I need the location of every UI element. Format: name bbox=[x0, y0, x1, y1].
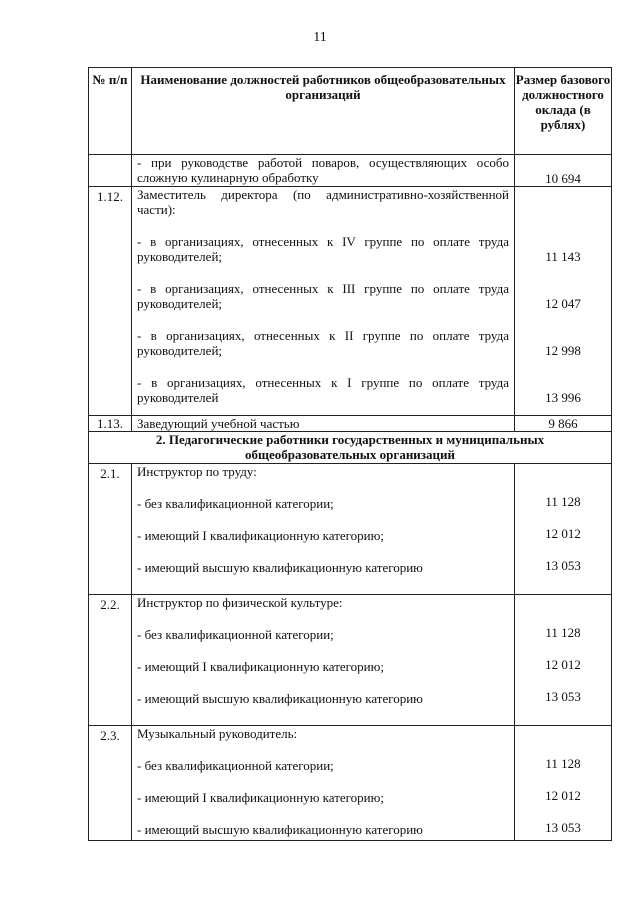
list-item: - без квалификационной категории; bbox=[137, 627, 334, 642]
row-salary bbox=[515, 187, 612, 416]
row-name bbox=[132, 187, 515, 416]
list-item: - в организациях, отнесенных к II группе по оплате труда руководителей; bbox=[137, 328, 509, 358]
list-item: - без квалификационной категории; bbox=[137, 758, 334, 773]
list-item: - имеющий I квалификационную категорию; bbox=[137, 659, 384, 674]
row-name bbox=[132, 726, 515, 841]
row-salary bbox=[515, 595, 612, 726]
list-item: - имеющий высшую квалификационную категорию bbox=[137, 691, 423, 706]
section-title: 2. Педагогические работники государственных и муниципальных общеобразовательных организаций bbox=[89, 432, 612, 464]
salary-table bbox=[88, 67, 612, 841]
list-item: - без квалификационной категории; bbox=[137, 496, 334, 511]
row-num: 1.13. bbox=[89, 416, 132, 432]
salary-value: 11 128 bbox=[545, 756, 581, 771]
list-item: - имеющий высшую квалификационную категорию bbox=[137, 822, 423, 837]
row-name: Заведующий учебной частью bbox=[132, 416, 515, 432]
row-num: 2.1. bbox=[89, 464, 132, 595]
row-name: - при руководстве работой поваров, осуществляющих особо сложную кулинарную обработку bbox=[132, 155, 515, 187]
list-item: - имеющий высшую квалификационную категорию bbox=[137, 560, 423, 575]
table-row bbox=[89, 595, 612, 726]
table-row bbox=[89, 155, 612, 187]
row-title: Инструктор по труду: bbox=[137, 464, 257, 479]
table-row bbox=[89, 416, 612, 432]
row-title: Музыкальный руководитель: bbox=[137, 726, 298, 741]
list-item: - имеющий I квалификационную категорию; bbox=[137, 790, 384, 805]
salary-value: 12 047 bbox=[545, 296, 581, 311]
salary-value: 11 143 bbox=[545, 249, 581, 264]
salary-value: 11 128 bbox=[545, 625, 581, 640]
row-salary: 9 866 bbox=[515, 416, 612, 432]
header-salary: Размер базового должностного оклада (в рублях) bbox=[515, 68, 612, 155]
salary-value: 11 128 bbox=[545, 494, 581, 509]
page-number: 11 bbox=[313, 30, 327, 45]
salary-value: 13 053 bbox=[545, 689, 581, 704]
header-num: № п/п bbox=[89, 68, 132, 155]
row-title: Инструктор по физической культуре: bbox=[137, 595, 343, 610]
salary-value: 13 053 bbox=[545, 820, 581, 835]
row-num: 2.3. bbox=[89, 726, 132, 841]
salary-value: 12 012 bbox=[545, 788, 581, 803]
salary-value: 12 012 bbox=[545, 526, 581, 541]
row-num: 2.2. bbox=[89, 595, 132, 726]
row-num bbox=[89, 155, 132, 187]
list-item: - имеющий I квалификационную категорию; bbox=[137, 528, 384, 543]
list-item: - в организациях, отнесенных к IV группе по оплате труда руководителей; bbox=[137, 234, 509, 264]
list-item: - в организациях, отнесенных к I группе по оплате труда руководителей bbox=[137, 375, 509, 405]
salary-value: 12 012 bbox=[545, 657, 581, 672]
table-row bbox=[89, 187, 612, 416]
salary-value: 13 996 bbox=[545, 390, 581, 405]
section-header-row bbox=[89, 432, 612, 464]
row-title: Заместитель директора (по административно-хозяйственной части): bbox=[137, 187, 509, 217]
list-item: - в организациях, отнесенных к III группе по оплате труда руководителей; bbox=[137, 281, 509, 311]
row-salary bbox=[515, 464, 612, 595]
row-name bbox=[132, 464, 515, 595]
table-row bbox=[89, 726, 612, 841]
row-salary: 10 694 bbox=[515, 155, 612, 187]
row-salary bbox=[515, 726, 612, 841]
table-row bbox=[89, 464, 612, 595]
header-name: Наименование должностей работников общеобразовательных организаций bbox=[132, 68, 515, 155]
table-header-row bbox=[89, 68, 612, 155]
salary-value: 13 053 bbox=[545, 558, 581, 573]
row-name bbox=[132, 595, 515, 726]
row-num: 1.12. bbox=[89, 187, 132, 416]
salary-value: 12 998 bbox=[545, 343, 581, 358]
